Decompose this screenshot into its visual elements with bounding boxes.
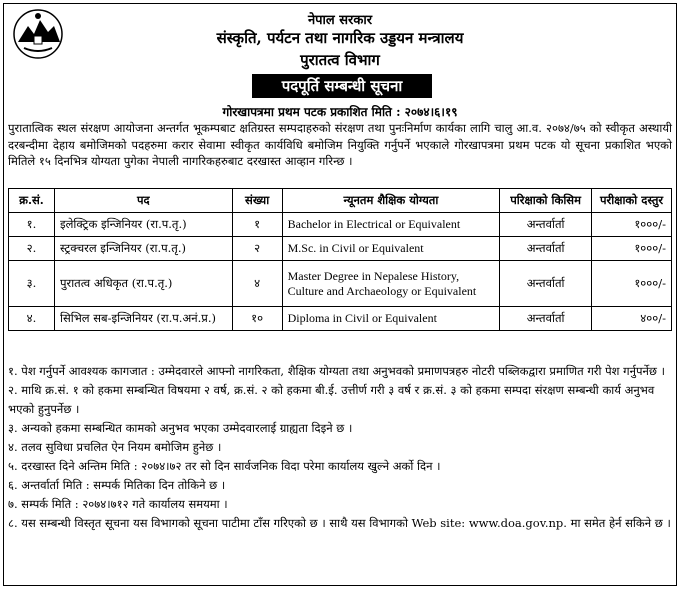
table-row	[9, 261, 672, 307]
cell-exam-type: अन्तर्वार्ता	[500, 213, 592, 237]
header-sn: क्र.सं.	[9, 189, 55, 213]
cell-sn: २.	[9, 237, 55, 261]
department-title: पुरातत्व विभाग	[300, 51, 380, 69]
cell-fee: १०००/-	[592, 261, 672, 307]
government-title: नेपाल सरकार	[307, 13, 373, 28]
cell-exam-type: अन्तर्वार्ता	[500, 307, 592, 331]
vacancy-table	[8, 188, 672, 331]
cell-fee: १०००/-	[592, 213, 672, 237]
header-post: पद	[54, 189, 232, 213]
header-fee: परीक्षाको दस्तुर	[592, 189, 672, 213]
note-item: ७. सम्पर्क मिति : २०७४।७१२ गते कार्यालय समयमा ।	[8, 497, 228, 511]
notice-banner: पदपूर्ति सम्बन्धी सूचना	[252, 74, 432, 98]
note-item: ८. यस सम्बन्धी विस्तृत सूचना यस विभागको सूचना पाटीमा टाँस गरिएको छ । साथै यस विभागको Web site: www.doa.gov.np. मा समेत हेर्न सकिने छ ।	[8, 516, 671, 530]
cell-post: इलेक्ट्रिक इन्जिनियर (रा.प.तृ.)	[54, 213, 232, 237]
note-item: ५. दरखास्त दिने अन्तिम मिति : २०७४।७२ तर सो दिन सार्वजनिक विदा परेमा कार्यालय खुल्ने अर्को दिन ।	[8, 459, 441, 473]
note-item: २. माथि क्र.सं. १ को हकमा सम्बन्धित विषयमा २ वर्ष, क्र.सं. २ को हकमा बी.ई. उत्तीर्ण गरी ३ वर्ष र क्र.सं. ३ को हकमा सम्पदा संरक्षण सम्बन्धी कार्य अनुभव भएको हुनुपर्नेछ ।	[8, 383, 655, 416]
cell-sn: १.	[9, 213, 55, 237]
cell-exam-type: अन्तर्वार्ता	[500, 261, 592, 307]
header-qualification: न्यूनतम शैक्षिक योग्यता	[282, 189, 500, 213]
header-exam-type: परिक्षाको किसिम	[500, 189, 592, 213]
cell-sn: ४.	[9, 307, 55, 331]
table-row	[9, 307, 672, 331]
cell-fee: ४००/-	[592, 307, 672, 331]
cell-count: १	[232, 213, 282, 237]
cell-count: १०	[232, 307, 282, 331]
cell-exam-type: अन्तर्वार्ता	[500, 237, 592, 261]
notes-list	[8, 362, 672, 533]
cell-sn: ३.	[9, 261, 55, 307]
cell-post: स्ट्रक्चरल इन्जिनियर (रा.प.तृ.)	[54, 237, 232, 261]
cell-fee: १०००/-	[592, 237, 672, 261]
cell-qualification: Diploma in Civil or Equivalent	[282, 307, 500, 331]
cell-qualification: M.Sc. in Civil or Equivalent	[282, 237, 500, 261]
header-count: संख्या	[232, 189, 282, 213]
cell-qualification: Bachelor in Electrical or Equivalent	[282, 213, 500, 237]
ministry-title: संस्कृति, पर्यटन तथा नागरिक उड्डयन मन्त्रालय	[216, 29, 464, 47]
note-item: ३. अन्यको हकमा सम्बन्धित कामको अनुभव भएका उम्मेदवारलाई ग्राह्यता दिइने छ ।	[8, 421, 353, 435]
cell-qualification: Master Degree in Nepalese History, Culture and Archaeology or Equivalent	[282, 261, 500, 307]
note-item: १. पेश गर्नुपर्ने आवश्यक कागजात : उम्मेदवारले आफ्नो नागरिकता, शैक्षिक योग्यता तथा अनुभवको प्रमाणपत्रहरु नोटरी पब्लिकद्वारा प्रमाणित गरी पेश गर्नुपर्नेछ ।	[8, 364, 665, 378]
cell-count: ४	[232, 261, 282, 307]
cell-count: २	[232, 237, 282, 261]
table-row	[9, 237, 672, 261]
note-item: ४. तलव सुविधा प्रचलित ऐन नियम बमोजिम हुनेछ ।	[8, 440, 222, 454]
note-item: ६. अन्तर्वार्ता मिति : सम्पर्क मितिका दिन तोकिने छ ।	[8, 478, 226, 492]
cell-post: पुरातत्व अधिकृत (रा.प.तृ.)	[54, 261, 232, 307]
cell-post: सिभिल सब-इन्जिनियर (रा.प.अनं.प्र.)	[54, 307, 232, 331]
table-row	[9, 213, 672, 237]
table-header-row	[9, 189, 672, 213]
publication-date: गोरखापत्रमा प्रथम पटक प्रकाशित मिति : २०७४।६।१९	[222, 105, 458, 119]
intro-paragraph: पुरातात्विक स्थल संरक्षण आयोजना अन्तर्गत भूकम्पबाट क्षतिग्रस्त सम्पदाहरुको संरक्षण तथा पुनःनिर्माण कार्यका लागि चालु आ.व. २०७४/७५ को स्वीकृत अस्थायी दरबन्दीमा देहाय बमोजिमको पदहरुमा करार सेवामा स्वीकृत कार्यविधि बमोजिम नियुक्ति गर्नुपर्ने भएकाले गोरखापत्रमा प्रथम पटक यो सूचना प्रकाशित भएको मितिले १५ दिनभित्र योग्यता पुगेका नेपाली नागरिकहरुबाट दरखास्त आव्हान गरिन्छ ।	[8, 121, 672, 168]
